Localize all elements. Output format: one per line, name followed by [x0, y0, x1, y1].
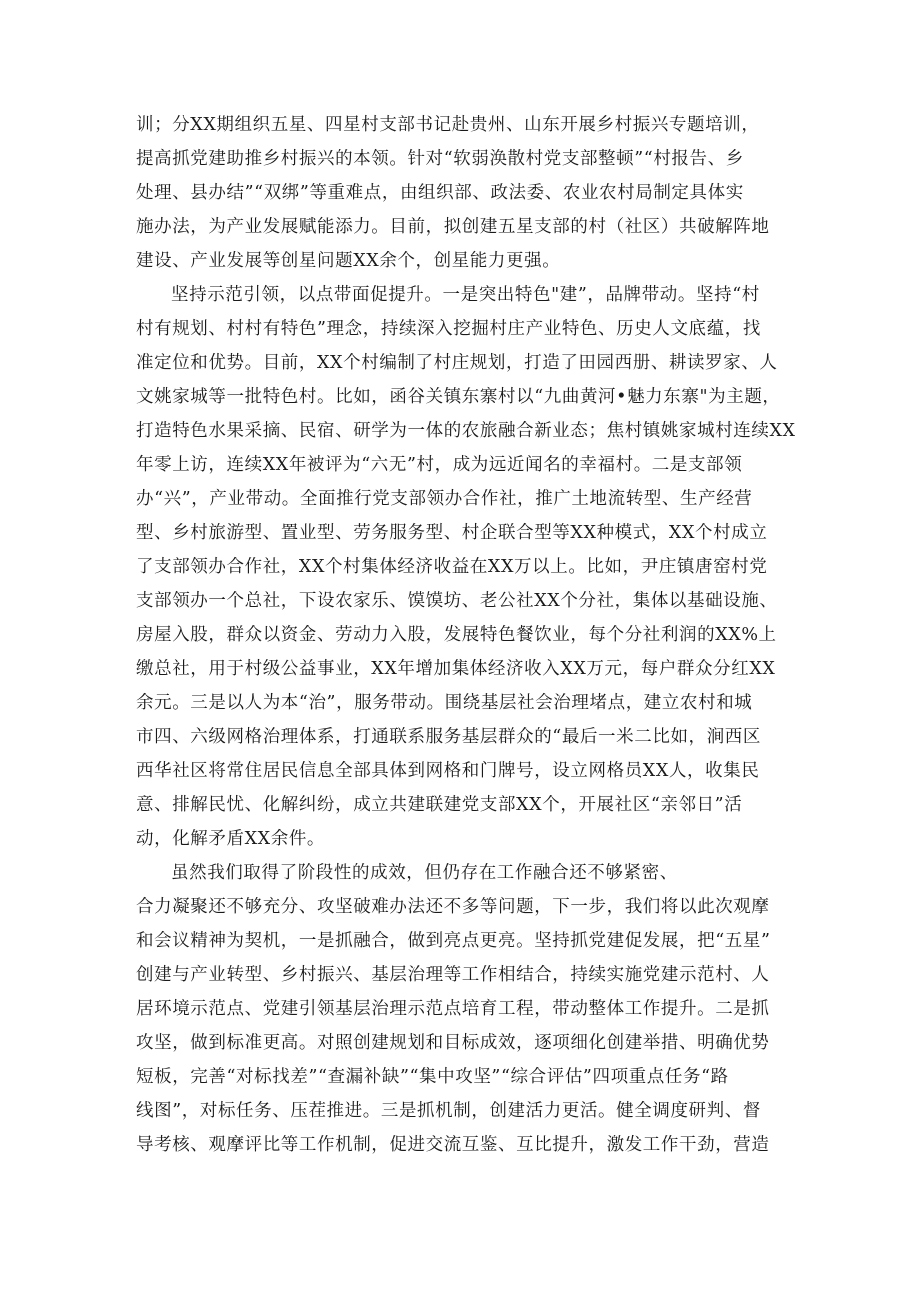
- text-line: 准定位和优势。目前，XX个村编制了村庄规划，打造了田园西册、耕读罗家、人: [136, 353, 778, 373]
- text-line: 文姚家城等一批特色村。比如，函谷关镇东寨村以“九曲黄河•魅力东寨"为主题，: [136, 387, 781, 407]
- text-line: 了支部领办合作社，XX个村集体经济收益在XX万以上。比如，尹庄镇唐窑村党: [136, 557, 768, 577]
- text-line: 合力凝聚还不够充分、攻坚破难办法还不多等问题，下一步，我们将以此次观摩: [136, 897, 770, 917]
- paragraph-2: [136, 278, 796, 856]
- text-line: 线图”，对标任务、压茬推进。三是抓机制，创建活力更活。健全调度研判、督: [136, 1101, 761, 1121]
- text-line: 导考核、观摩评比等工作机制，促进交流互鉴、互比提升，激发工作干劲，营造: [136, 1135, 770, 1155]
- paragraph-1: [136, 108, 796, 278]
- text-line: 施办法，为产业发展赋能添力。目前，拟创建五星支部的村（社区）共破解阵地: [136, 217, 770, 237]
- text-line: 建设、产业发展等创星问题XX余个，创星能力更强。: [136, 251, 561, 271]
- text-line: 年零上访，连续XX年被评为“六无”村，成为远近闻名的幸福村。二是支部领: [136, 455, 743, 475]
- text-line: 攻坚，做到标准更高。对照创建规划和目标成效，逐项细化创建举措、明确优势: [136, 1033, 770, 1053]
- text-line: 办“兴”，产业带动。全面推行党支部领办合作社，推广土地流转型、生产经营: [136, 489, 753, 509]
- text-line: 提高抓党建助推乡村振兴的本领。针对“软弱涣散村党支部整顿”“村报告、乡: [136, 149, 744, 169]
- document-page: [136, 108, 796, 1162]
- text-line: 居环境示范点、党建引领基层治理示范点培育工程，带动整体工作提升。二是抓: [136, 999, 770, 1019]
- text-line: 和会议精神为契机，一是抓融合，做到亮点更亮。坚持抓党建促发展，把“五星”: [136, 931, 771, 951]
- text-line: 余元。三是以人为本“治”，服务带动。围绕基层社会治理堵点，建立农村和城: [136, 693, 753, 713]
- text-line: 处理、县办结”“双绑”等重难点，由组织部、政法委、农业农村局制定具体实: [136, 183, 744, 203]
- text-line: 创建与产业转型、乡村振兴、基层治理等工作相结合，持续实施党建示范村、人: [136, 965, 770, 985]
- text-line: 意、排解民忧、化解纠纷，成立共建联建党支部XX个，开展社区“亲邻日”活: [136, 795, 743, 815]
- text-line: 缴总社，用于村级公益事业，XX年增加集体经济收入XX万元，每户群众分红XX: [136, 659, 776, 679]
- text-line: 西华社区将常住居民信息全部具体到网格和门牌号，设立网格员XX人，收集民: [136, 761, 760, 781]
- text-line: 短板，完善“对标找差”“查漏补缺”“集中攻坚”“综合评估”四项重点任务“路: [136, 1067, 729, 1087]
- text-line: 动，化解矛盾XX余件。: [136, 829, 326, 849]
- text-line: 村有规划、村村有特色”理念，持续深入挖掘村庄产业特色、历史人文底蕴，找: [136, 319, 761, 339]
- text-line: 训；分XX期组织五星、四星村支部书记赴贵州、山东开展乡村振兴专题培训，: [136, 115, 760, 135]
- text-line: 支部领办一个总社，下设农家乐、馍馍坊、老公社XX个分社，集体以基础设施、: [136, 591, 778, 611]
- paragraph-3: [136, 856, 796, 1162]
- text-line: 虽然我们取得了阶段性的成效，但仍存在工作融合还不够紧密、: [171, 863, 678, 883]
- text-line: 型、乡村旅游型、置业型、劳务服务型、村企联合型等XX种模式，XX个村成立: [136, 523, 768, 543]
- text-line: 坚持示范引领，以点带面促提升。一是突出特色"建”，品牌带动。坚持“村: [171, 285, 760, 305]
- text-line: 市四、六级网格治理体系，打通联系服务基层群众的“最后一米二比如，涧西区: [136, 727, 761, 747]
- text-line: 打造特色水果采摘、民宿、研学为一体的农旅融合新业态；焦村镇姚家城村连续XX: [136, 421, 796, 441]
- text-line: 房屋入股，群众以资金、劳动力入股，发展特色餐饮业，每个分社利润的XX%上: [136, 625, 777, 645]
